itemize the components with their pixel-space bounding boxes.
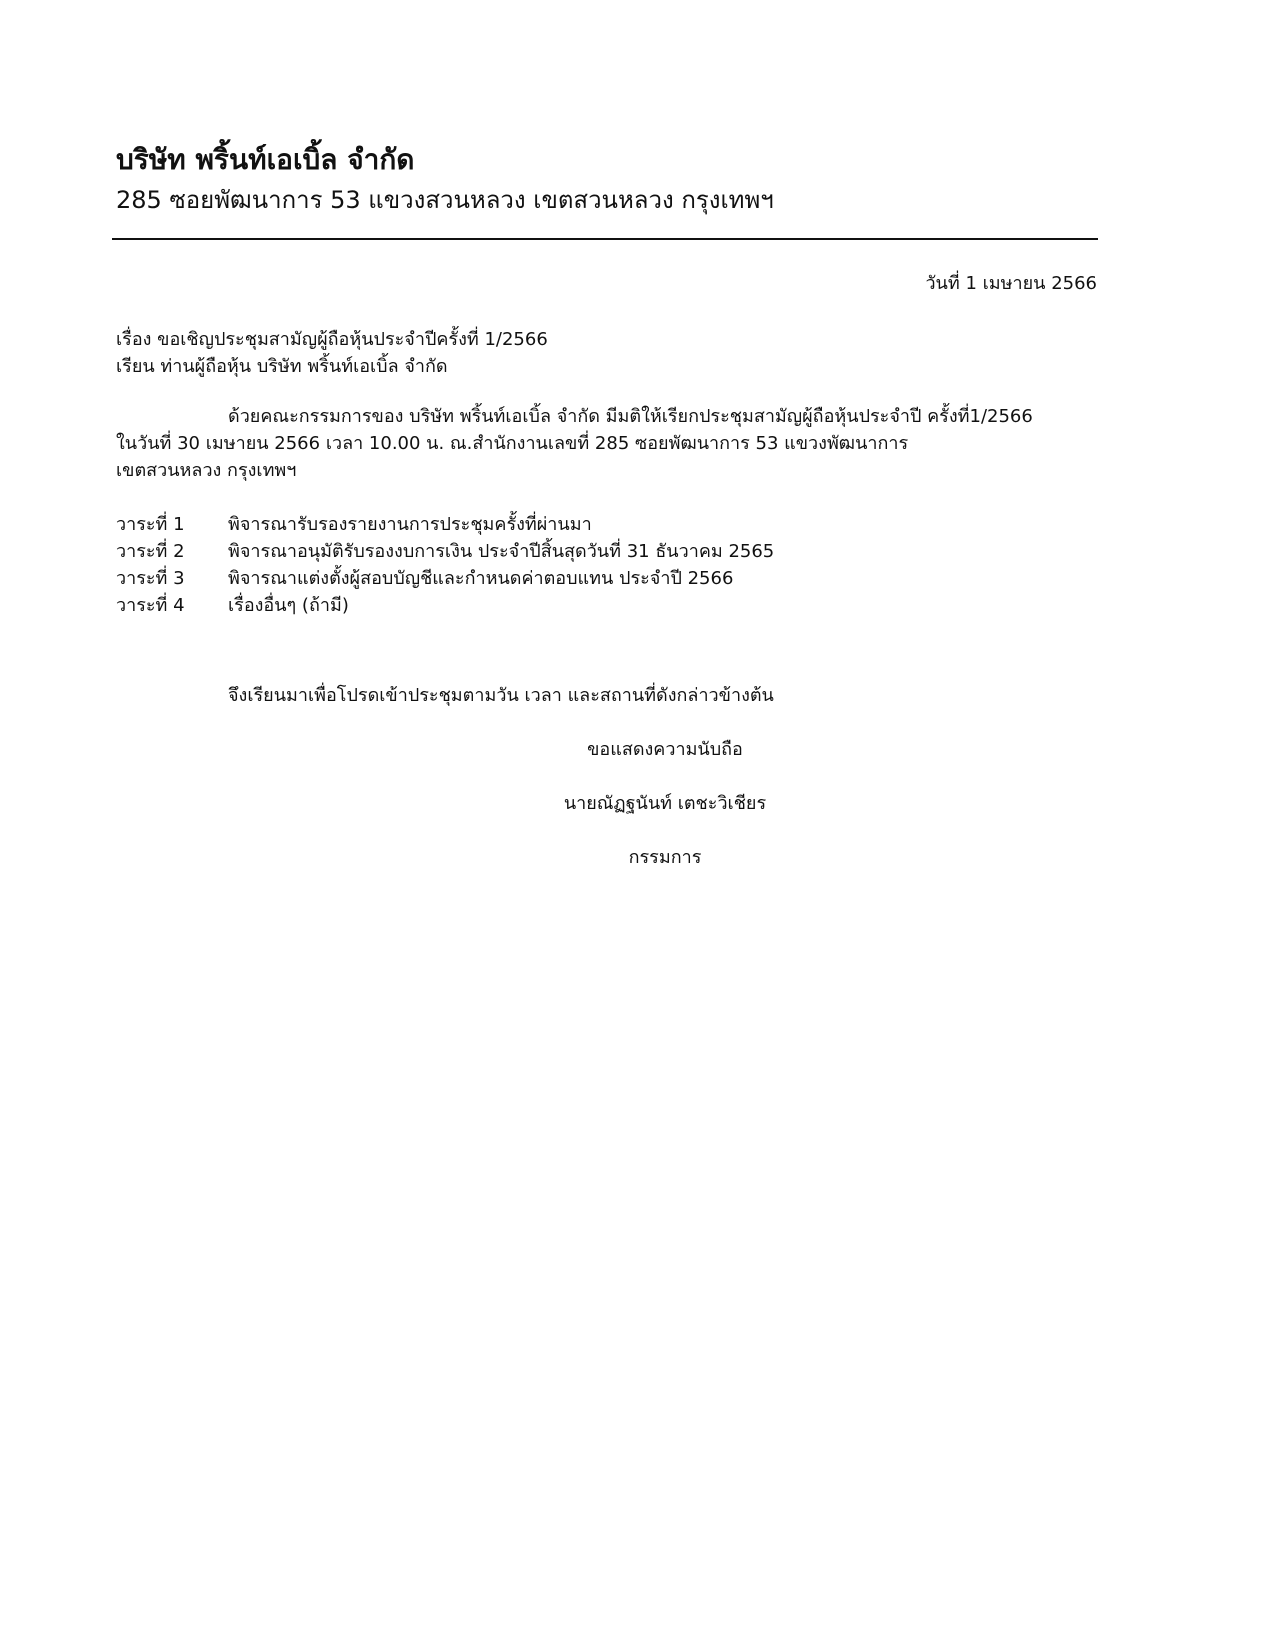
agenda-list — [116, 511, 774, 619]
agenda-text: เรื่องอื่นๆ (ถ้ามี) — [228, 595, 349, 616]
agenda-text: พิจารณาอนุมัติรับรองงบการเงิน ประจำปีสิ้นสุดวันที่ 31 ธันวาคม 2565 — [228, 541, 775, 562]
body-line: ในวันที่ 30 เมษายน 2566 เวลา 10.00 น. ณ.สำนักงานเลขที่ 285 ซอยพัฒนาการ 53 แขวงพัฒนาการ — [116, 433, 909, 454]
body-line: เขตสวนหลวง กรุงเทพฯ — [116, 460, 297, 481]
agenda-label: วาระที่ 1 — [116, 514, 185, 535]
agenda-text: พิจารณารับรองรายงานการประชุมครั้งที่ผ่านมา — [228, 514, 592, 535]
agenda-label: วาระที่ 2 — [116, 541, 185, 562]
agenda-label: วาระที่ 3 — [116, 568, 185, 589]
agenda-item — [116, 592, 774, 619]
signer-name: นายณัฏฐนันท์ เตชะวิเชียร — [563, 793, 767, 814]
letter-date: วันที่ 1 เมษายน 2566 — [925, 273, 1097, 294]
letter-salutation: เรียน ท่านผู้ถือหุ้น บริษัท พริ้นท์เอเบิ้ล จำกัด — [116, 356, 448, 377]
body-paragraph — [116, 403, 1101, 484]
closing-line: จึงเรียนมาเพื่อโปรดเข้าประชุมตามวัน เวลา และสถานที่ดังกล่าวข้างต้น — [228, 685, 774, 706]
letter-subject: เรื่อง ขอเชิญประชุมสามัญผู้ถือหุ้นประจำปีครั้งที่ 1/2566 — [116, 329, 548, 350]
company-address: 285 ซอยพัฒนาการ 53 แขวงสวนหลวง เขตสวนหลวง กรุงเทพฯ — [116, 186, 774, 214]
signature-regards: ขอแสดงความนับถือ — [587, 739, 743, 760]
agenda-item — [116, 538, 774, 565]
body-line: ด้วยคณะกรรมการของ บริษัท พริ้นท์เอเบิ้ล จำกัด มีมติให้เรียกประชุมสามัญผู้ถือหุ้นประจำปี ครั้งที่1/2566 — [228, 406, 1033, 427]
agenda-label: วาระที่ 4 — [116, 595, 185, 616]
agenda-item — [116, 565, 774, 592]
agenda-text: พิจารณาแต่งตั้งผู้สอบบัญชีและกำหนดค่าตอบแทน ประจำปี 2566 — [228, 568, 734, 589]
agenda-item — [116, 511, 774, 538]
company-name: บริษัท พริ้นท์เอเบิ้ล จำกัด — [116, 143, 415, 176]
header-divider — [112, 238, 1098, 240]
signer-title: กรรมการ — [628, 847, 702, 868]
